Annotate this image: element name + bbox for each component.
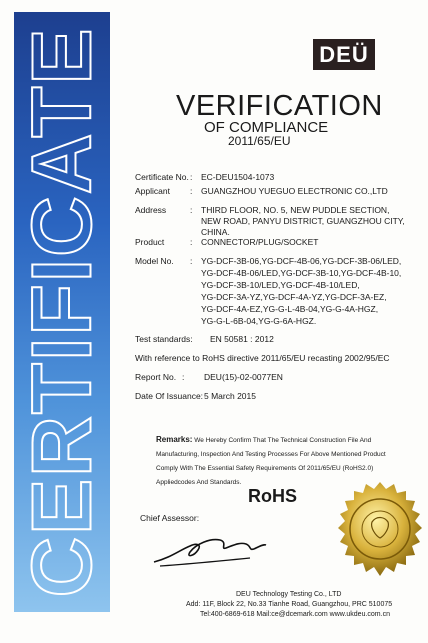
model-label: Model No.: [135, 256, 174, 266]
model-line: YG-DCF-4A-EZ,YG-G-L-4B-04,YG-G-4A-HGZ,: [201, 304, 379, 314]
rohs-mark: RoHS: [248, 486, 297, 506]
model-line: YG-DCF-3B-06,YG-DCF-4B-06,YG-DCF-3B-06/LED,: [201, 256, 402, 266]
directive-header: 2011/65/EU: [228, 134, 291, 148]
test-standards-value: EN 50581 : 2012: [210, 334, 274, 344]
remarks-line-2: Manufacturing, Inspection And Testing Processes For Above Mentioned Product: [156, 451, 386, 458]
vertical-certificate-word: [14, 12, 110, 612]
colon: :: [190, 237, 193, 247]
remarks-label: Remarks:: [156, 435, 193, 444]
certificate-vertical-text: CERTIFICATE: [15, 26, 110, 598]
report-no-label: Report No.: [135, 372, 177, 382]
deu-logo: DEÜ: [313, 39, 375, 70]
title: VERIFICATION: [176, 90, 383, 122]
model-line: YG-DCF-3A-YZ,YG-DCF-4A-YZ,YG-DCF-3A-EZ,: [201, 292, 387, 302]
colon: :: [190, 256, 193, 266]
product-value: CONNECTOR/PLUG/SOCKET: [201, 237, 319, 247]
colon: :: [190, 172, 193, 182]
footer-address: Add: 11F, Block 22, No.33 Tianhe Road, Guangzhou, PRC 510075: [186, 601, 393, 608]
reference-text: With reference to RoHS directive 2011/65/EU recasting 2002/95/EC: [135, 353, 390, 363]
gold-seal-icon: [330, 480, 428, 580]
chief-assessor-label: Chief Assessor:: [140, 513, 200, 523]
applicant-label: Applicant: [135, 186, 170, 196]
certificate-no-value: EC-DEU1504-1073: [201, 172, 275, 182]
date-label: Date Of Issuance:: [135, 391, 204, 401]
applicant-value: GUANGZHOU YUEGUO ELECTRONIC CO.,LTD: [201, 186, 388, 196]
remarks-text-1: We Hereby Confirm That The Technical Construction File And: [194, 437, 372, 444]
model-line: YG-DCF-4B-06/LED,YG-DCF-3B-10,YG-DCF-4B-10,: [201, 268, 402, 278]
colon: :: [182, 372, 185, 382]
test-standards-label: Test standards:: [135, 334, 193, 344]
model-line: YG-G-L-6B-04,YG-G-6A-HGZ.: [201, 316, 317, 326]
certificate-no-label: Certificate No.: [135, 172, 189, 182]
colon: :: [190, 186, 193, 196]
date-value: 5 March 2015: [204, 391, 256, 401]
address-line-1: THIRD FLOOR, NO. 5, NEW PUDDLE SECTION,: [201, 205, 390, 215]
address-line-2: NEW ROAD, PANYU DISTRICT, GUANGZHOU CITY, CHINA.: [201, 216, 405, 238]
remarks-line-3: Comply With The Essential Safety Requirements Of 2011/65/EU (RoHS2.0): [156, 465, 374, 472]
signature-image: [150, 528, 270, 572]
report-no-value: DEU(15)-02-0077EN: [204, 372, 283, 382]
remarks-line-1: [156, 433, 406, 448]
footer-company: DEU Technology Testing Co., LTD: [236, 591, 342, 598]
colon: :: [190, 205, 193, 215]
subtitle: OF COMPLIANCE: [204, 119, 329, 136]
product-label: Product: [135, 237, 165, 247]
address-label: Address: [135, 205, 167, 215]
footer-contact: Tel:400-6869-618 Mail:ce@dcemark.com www.ukdeu.com.cn: [200, 611, 390, 618]
model-line: YG-DCF-3B-10/LED,YG-DCF-4B-10/LED,: [201, 280, 360, 290]
remarks-line-4: Appliedcodes And Standards.: [156, 479, 242, 486]
